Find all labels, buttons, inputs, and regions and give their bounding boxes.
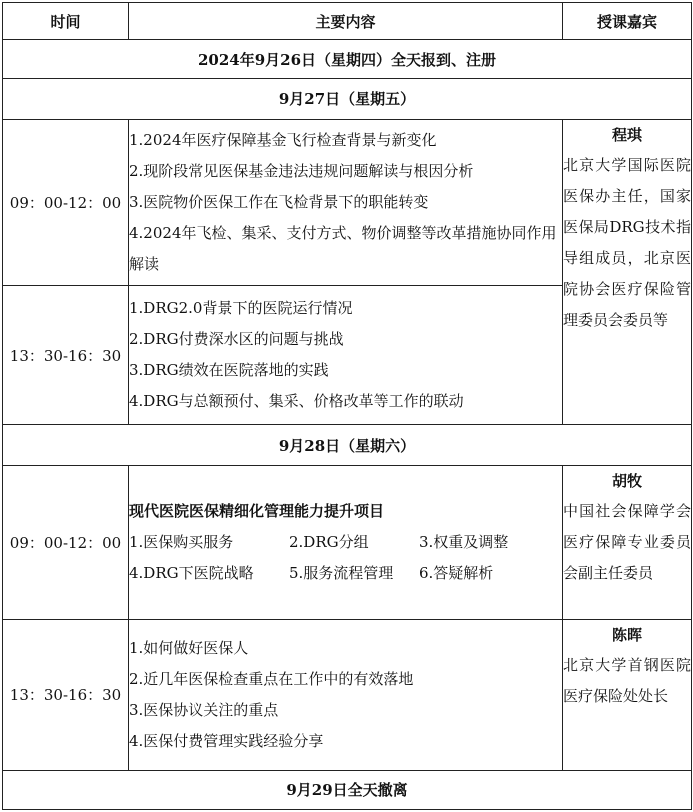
session-item: 2.近几年医保检查重点在工作中的有效落地 bbox=[129, 669, 414, 688]
topic-item: 2.DRG分组 bbox=[289, 533, 369, 552]
speaker-cell bbox=[563, 619, 692, 770]
session-item: 2.现阶段常见医保基金违法违规问题解读与根因分析 bbox=[129, 161, 474, 180]
session-row bbox=[3, 466, 692, 620]
day-row-friday bbox=[3, 79, 692, 119]
speaker-name: 胡牧 bbox=[611, 472, 642, 491]
session-time: 09：00-12：00 bbox=[3, 466, 129, 620]
speaker-name: 陈晖 bbox=[611, 625, 642, 644]
session-row bbox=[3, 619, 692, 770]
header-speaker: 授课嘉宾 bbox=[563, 3, 692, 40]
topic-grid bbox=[129, 527, 562, 589]
day-row-departure bbox=[3, 770, 692, 809]
session-content bbox=[129, 119, 563, 286]
day-label-departure: 9月29日全天撤离 bbox=[3, 770, 692, 809]
session-item: 3.DRG绩效在医院落地的实践 bbox=[129, 361, 329, 380]
topic-item: 3.权重及调整 bbox=[419, 533, 509, 552]
session-content bbox=[129, 466, 563, 620]
session-item: 2.DRG付费深水区的问题与挑战 bbox=[129, 330, 344, 349]
session-content bbox=[129, 619, 563, 770]
session-row bbox=[3, 119, 692, 286]
day-label-saturday: 9月28日（星期六） bbox=[3, 425, 692, 466]
speaker-desc: 北京大学国际医院医保办主任，国家医保局DRG技术指导组成员，北京医院协会医疗保险管理委员会委员等 bbox=[563, 155, 691, 329]
session-item: 4.2024年飞检、集采、支付方式、物价调整等改革措施协同作用解读 bbox=[129, 223, 557, 273]
session-item: 1.2024年医疗保障基金飞行检查背景与新变化 bbox=[129, 130, 437, 149]
header-content: 主要内容 bbox=[129, 3, 563, 40]
topic-item: 6.答疑解析 bbox=[419, 564, 494, 583]
session-content bbox=[129, 286, 563, 425]
session-item: 3.医院物价医保工作在飞检背景下的职能转变 bbox=[129, 192, 429, 211]
speaker-cell bbox=[563, 466, 692, 620]
speaker-name: 程琪 bbox=[611, 125, 642, 144]
header-row bbox=[3, 3, 692, 40]
session-item: 4.DRG与总额预付、集采、价格改革等工作的联动 bbox=[129, 392, 464, 411]
topic-item: 5.服务流程管理 bbox=[289, 564, 394, 583]
speaker-desc: 中国社会保障学会医疗保障专业委员会副主任委员 bbox=[563, 502, 691, 583]
day-label-friday: 9月27日（星期五） bbox=[3, 79, 692, 119]
speaker-cell bbox=[563, 119, 692, 424]
session-time: 13：30-16：30 bbox=[3, 286, 129, 425]
day-label-registration: 2024年9月26日（星期四）全天报到、注册 bbox=[3, 40, 692, 79]
session-item: 1.如何做好医保人 bbox=[129, 638, 249, 657]
topic-item: 1.医保购买服务 bbox=[129, 533, 234, 552]
project-title: 现代医院医保精细化管理能力提升项目 bbox=[129, 502, 385, 521]
speaker-desc: 北京大学首钢医院医疗保险处处长 bbox=[563, 655, 691, 705]
session-time: 09：00-12：00 bbox=[3, 119, 129, 286]
session-time: 13：30-16：30 bbox=[3, 619, 129, 770]
header-time: 时间 bbox=[3, 3, 129, 40]
topic-item: 4.DRG下医院战略 bbox=[129, 564, 254, 583]
day-row-saturday bbox=[3, 425, 692, 466]
session-item: 3.医保协议关注的重点 bbox=[129, 700, 279, 719]
session-item: 4.医保付费管理实践经验分享 bbox=[129, 731, 324, 750]
schedule-table bbox=[2, 2, 692, 810]
session-item: 1.DRG2.0背景下的医院运行情况 bbox=[129, 299, 353, 318]
day-row-registration bbox=[3, 40, 692, 79]
